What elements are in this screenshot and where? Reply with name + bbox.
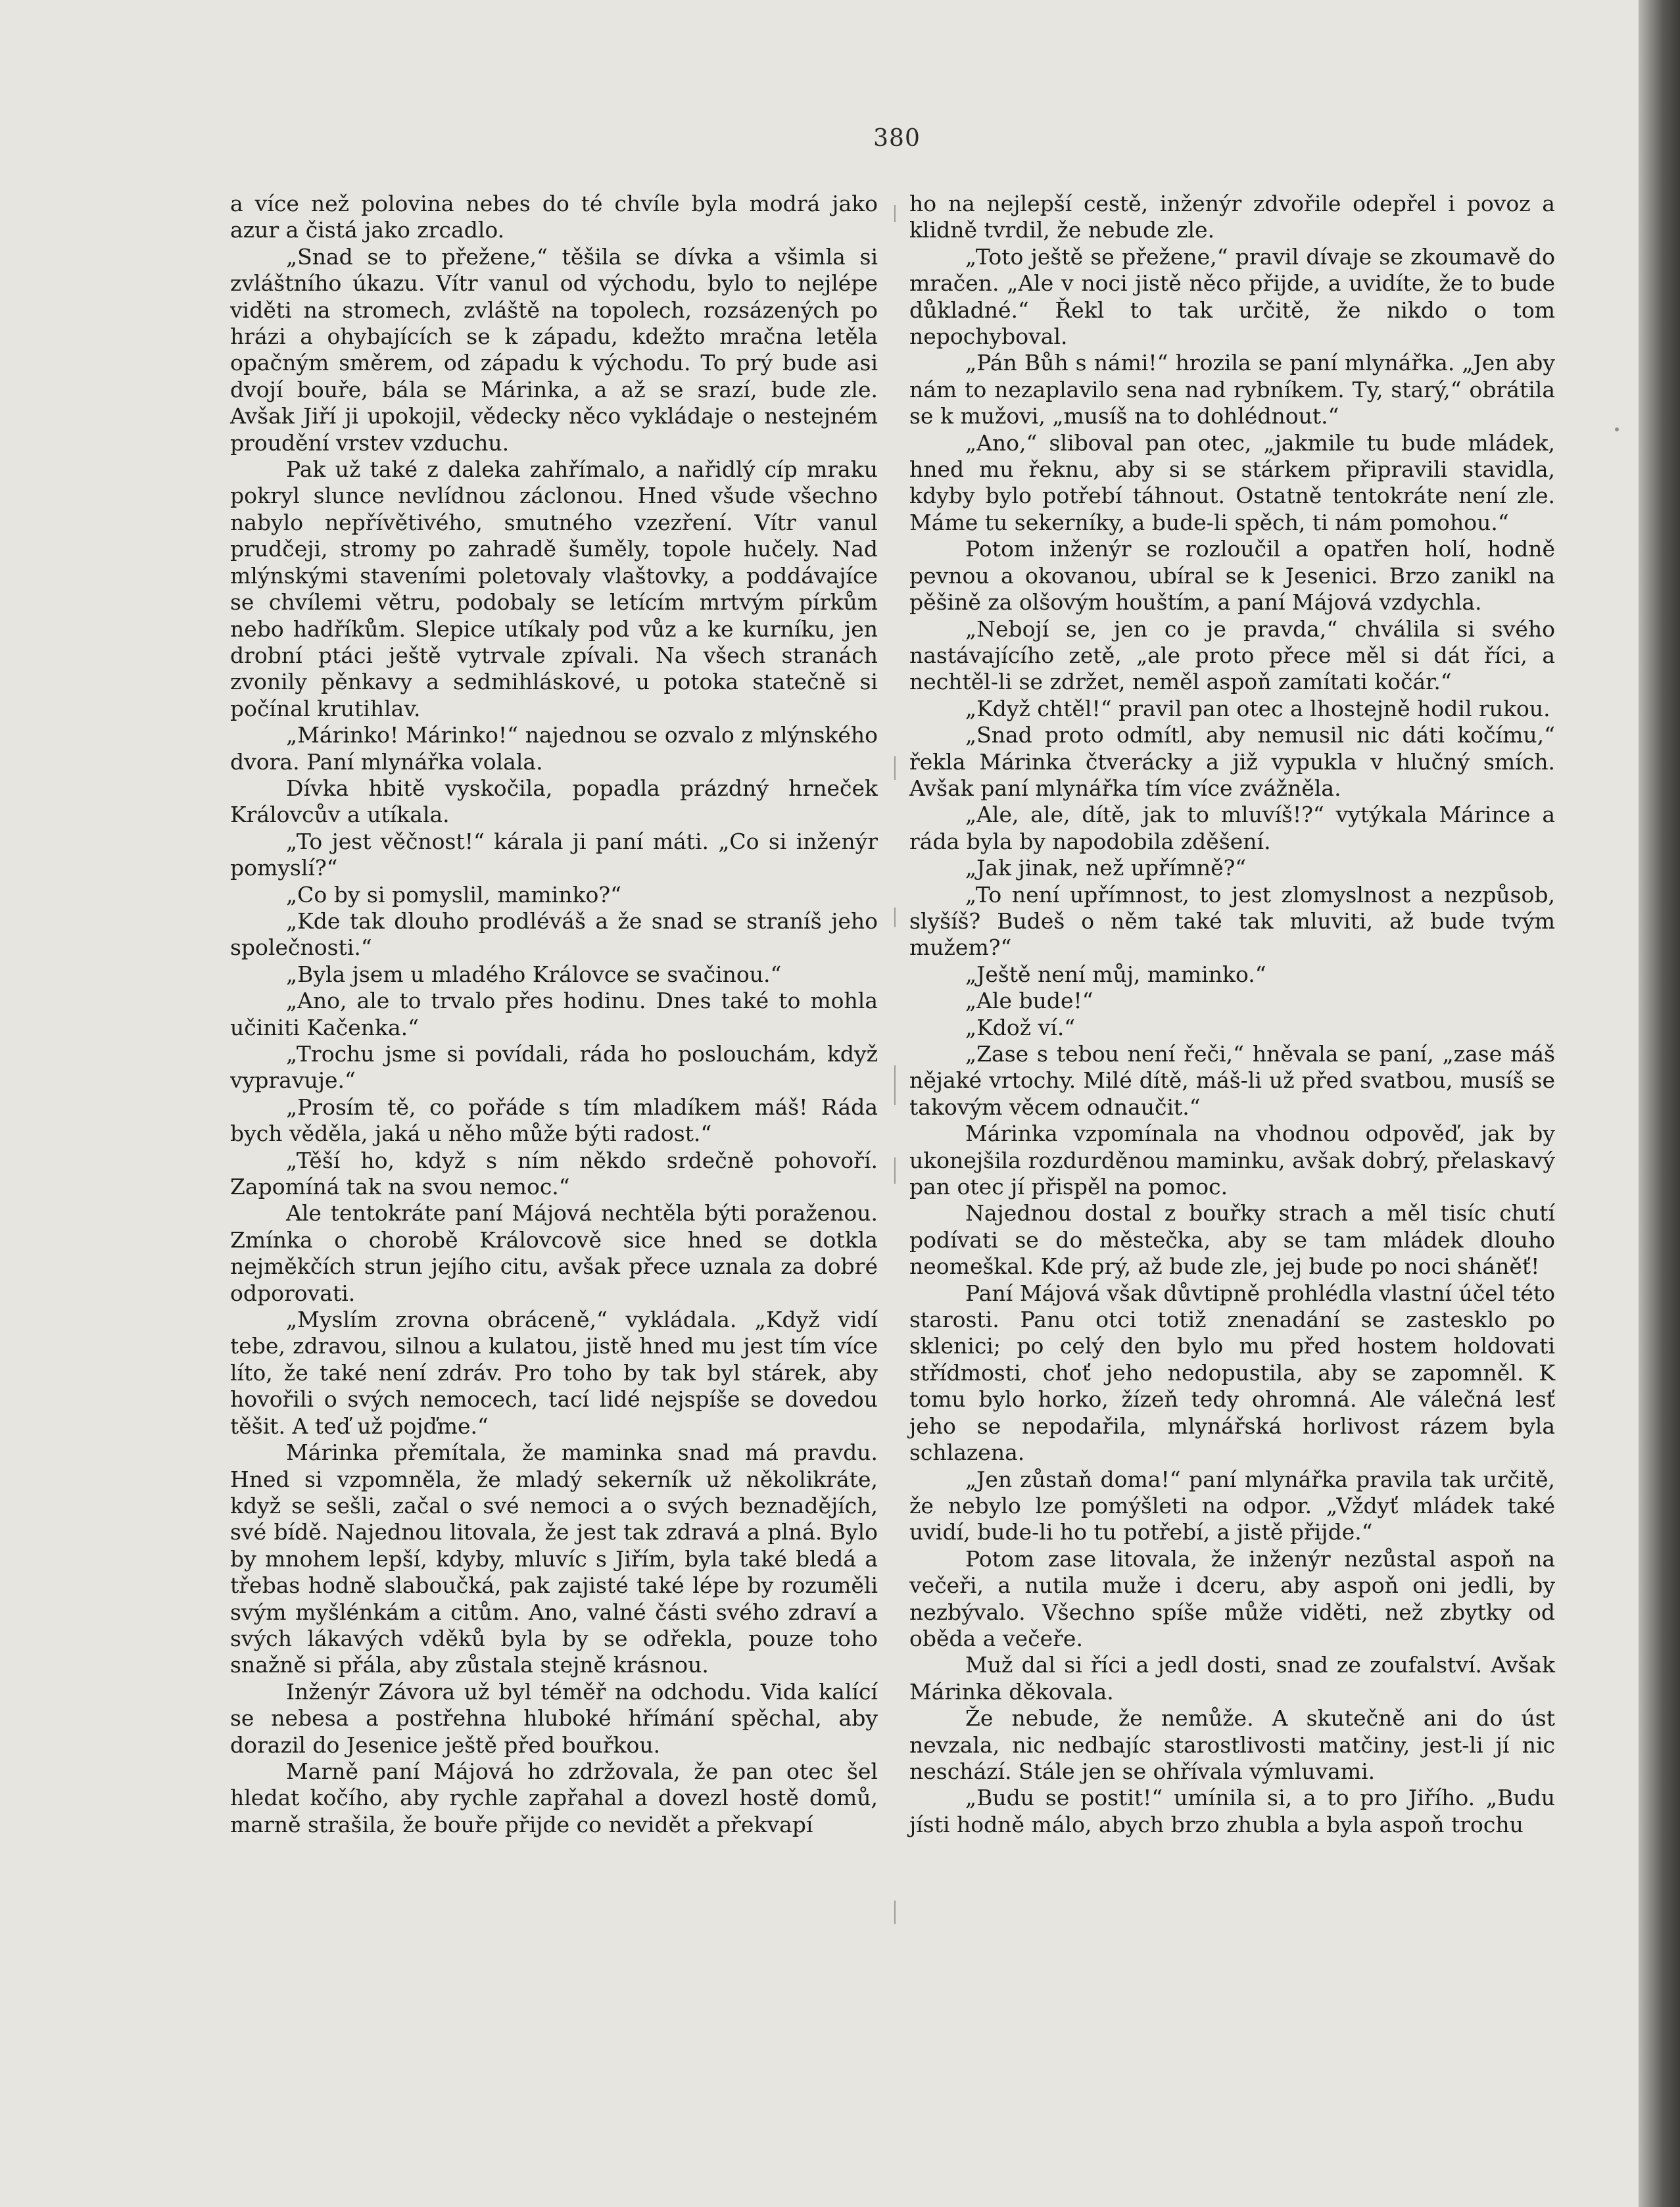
- margin-speck: [1615, 427, 1619, 431]
- paragraph: „To jest věčnost!“ kárala ji paní máti. „Co si inženýr pomyslí?“: [230, 828, 878, 881]
- paragraph: Márinka vzpomínala na vhodnou odpověď, jak by ukonejšila rozdurděnou maminku, avšak dobrý, přelaskavý pan otec jí přispěl na pomoc.: [909, 1121, 1555, 1200]
- paragraph: Muž dal si říci a jedl dosti, snad ze zoufalství. Avšak Márinka děkovala.: [909, 1652, 1555, 1705]
- page-number: 380: [873, 125, 921, 152]
- paragraph: „Zase s tebou není řeči,“ hněvala se paní, „zase máš nějaké vrtochy. Milé dítě, máš-li už před svatbou, musíš se takovým věcem odnaučit.“: [909, 1041, 1555, 1120]
- paragraph: „Když chtěl!“ pravil pan otec a lhostejně hodil rukou.: [965, 695, 1550, 721]
- paragraph: Potom zase litovala, že inženýr nezůstal aspoň na večeři, a nutila muže i dceru, aby aspoň oni jedli, by nezbývalo. Všechno spíše může viděti, než zbytky od oběda a večeře.: [909, 1545, 1555, 1651]
- gutter-mark: [894, 1901, 896, 1924]
- paragraph: Marně paní Májová ho zdržovala, že pan otec šel hledat kočího, aby rychle zapřahal a dovezl hostě domů, marně strašila, že bouře přijde co nevidět a překvapí: [230, 1758, 878, 1837]
- paragraph: „Jak jinak, než upřímně?“: [965, 855, 1247, 881]
- paragraph: Že nebude, že nemůže. A skutečně ani do úst nevzala, nic nedbajíc starostlivosti matčiny, jest-li jí nic neschází. Stále jen se ohřívala výmluvami.: [909, 1705, 1555, 1784]
- paragraph: „Snad se to přežene,“ těšila se dívka a všimla si zvláštního úkazu. Vítr vanul od východu, bylo to nejlépe viděti na stromech, zvláště na topolech, rozsázených po hrázi a ohybajících se k západu, kdežto mračna letěla opačným směrem, od západu k východu. To prý bude asi dvojí bouře, bála se Márinka, a až se srazí, bude zle. Avšak Jiří ji upokojil, vědecky něco vykládaje o nestejném proudění vrstev vzduchu.: [230, 243, 878, 456]
- gutter-mark: [894, 1157, 896, 1184]
- paragraph: Inženýr Závora už byl téměř na odchodu. Vida kalící se nebesa a postřehna hluboké hřímání spěchal, aby dorazil do Jesenice ještě před bouřkou.: [230, 1678, 878, 1758]
- paragraph: Ale tentokráte paní Májová nechtěla býti poraženou. Zmínka o chorobě Královcově sice hned se dotkla nejměkčích strun jejího citu, avšak přece uznala za dobré odporovati.: [230, 1200, 878, 1306]
- paragraph: „Ale bude!“: [965, 988, 1093, 1014]
- paragraph: „Márinko! Márinko!“ najednou se ozvalo z mlýnského dvora. Paní mlynářka volala.: [230, 722, 878, 775]
- gutter-mark: [894, 908, 896, 927]
- paragraph: „Kde tak dlouho prodléváš a že snad se straníš jeho společnosti.“: [230, 908, 878, 961]
- paragraph: „Nebojí se, jen co je pravda,“ chválila si svého nastávajícího zetě, „ale proto přece měl si dát říci, a nechtěl-li se zdržet, neměl aspoň zamítati kočár.“: [909, 616, 1555, 695]
- paragraph: „To není upřímnost, to jest zlomyslnost a nezpůsob, slyšíš? Budeš o něm také tak mluviti, až bude tvým mužem?“: [909, 881, 1555, 961]
- paragraph: „Kdož ví.“: [965, 1014, 1076, 1040]
- right-text-column: [909, 191, 1555, 1838]
- gutter-mark: [894, 1065, 896, 1105]
- gutter-mark: [894, 205, 896, 222]
- paragraph: Márinka přemítala, že maminka snad má pravdu. Hned si vzpomněla, že mladý sekerník už několikráte, když se sešli, začal o své nemoci a o svých beznadějích, své bídě. Najednou litovala, že jest tak zdravá a plná. Bylo by mnohem lepší, kdyby, mluvíc s Jiřím, byla také bledá a třebas hodně slaboučká, pak zajisté také lépe by rozuměli svým myšlénkám a citům. Ano, valné části svého zdraví a svých lákavých vděků byla by se odřekla, pouze toho snažně si přála, aby zůstala stejně krásnou.: [230, 1440, 878, 1678]
- paragraph: Dívka hbitě vyskočila, popadla prázdný hrneček Královcův a utíkala.: [230, 775, 878, 828]
- paragraph: Paní Májová však důvtipně prohlédla vlastní účel této starosti. Panu otci totiž znenadání se zastesklo po sklenici; po celý den bylo mu před hostem holdovati střídmosti, choť jeho nedopustila, aby se zapomněl. K tomu bylo horko, žízeň tedy ohromná. Ale válečná lesť jeho se nepodařila, mlynářská horlivost rázem byla schlazena.: [909, 1280, 1555, 1466]
- paragraph: „Byla jsem u mladého Královce se svačinou.“: [286, 961, 782, 987]
- paragraph: „Prosím tě, co pořáde s tím mladíkem máš! Ráda bych věděla, jaká u něho může býti radost.“: [230, 1094, 878, 1147]
- paragraph: Najednou dostal z bouřky strach a měl tisíc chutí podívati se do městečka, aby se tam mládek dlouho neomeškal. Kde prý, až bude zle, jej bude po noci sháněť!: [909, 1200, 1555, 1280]
- gutter-mark: [894, 756, 896, 780]
- paragraph: „Toto ještě se přežene,“ pravil dívaje se zkoumavě do mračen. „Ale v noci jistě něco přijde, a uvidíte, že to bude důkladné.“ Řekl to tak určitě, že nikdo o tom nepochyboval.: [909, 243, 1555, 350]
- paragraph: Potom inženýr se rozloučil a opatřen holí, hodně pevnou a okovanou, ubíral se k Jesenici. Brzo zanikl na pěšině za olšovým houštím, a paní Májová vzdychla.: [909, 536, 1555, 616]
- paragraph: „Pán Bůh s námi!“ hrozila se paní mlynářka. „Jen aby nám to nezaplavilo sena nad rybníkem. Ty, starý,“ obrátila se k mužovi, „musíš na to dohlédnout.“: [909, 350, 1555, 429]
- paragraph: „Ano,“ sliboval pan otec, „jakmile tu bude mládek, hned mu řeknu, aby si se stárkem připravili stavidla, kdyby bylo potřebí táhnout. Ostatně tentokráte není zle. Máme tu sekerníky, a bude-li spěch, ti nám pomohou.“: [909, 429, 1555, 535]
- paragraph: „Trochu jsme si povídali, ráda ho poslouchám, když vypravuje.“: [230, 1041, 878, 1094]
- paragraph: „Snad proto odmítl, aby nemusil nic dáti kočímu,“ řekla Márinka čtverácky a již vypukla v hlučný smích. Avšak paní mlynářka tím více zvážněla.: [909, 722, 1555, 801]
- paragraph: „Ještě není můj, maminko.“: [965, 961, 1266, 987]
- left-text-column: [230, 191, 878, 1838]
- paragraph: „Co by si pomyslil, maminko?“: [286, 881, 621, 908]
- paragraph: „Těší ho, když s ním někdo srdečně pohovoří. Zapomíná tak na svou nemoc.“: [230, 1147, 878, 1200]
- paragraph: „Ale, ale, dítě, jak to mluvíš!?“ vytýkala Márince a ráda byla by napodobila zděšení.: [909, 802, 1555, 854]
- paragraph: „Myslím zrovna obráceně,“ vykládala. „Když vidí tebe, zdravou, silnou a kulatou, jistě hned mu jest tím více líto, že také není zdráv. Pro toho by tak byl stárek, aby hovořili o svých nemocech, tací lidé nejspíše se dovedou těšit. A teď už pojďme.“: [230, 1307, 878, 1439]
- paragraph: a více než polovina nebes do té chvíle byla modrá jako azur a čistá jako zrcadlo.: [230, 191, 878, 243]
- paragraph: ho na nejlepší cestě, inženýr zdvořile odepřel i povoz a klidně tvrdil, že nebude zle.: [909, 191, 1555, 243]
- paragraph: „Budu se postit!“ umínila si, a to pro Jiřího. „Budu jísti hodně málo, abych brzo zhubla a byla aspoň trochu: [909, 1785, 1555, 1837]
- paragraph: „Jen zůstaň doma!“ paní mlynářka pravila tak určitě, že nebylo lze pomýšleti na odpor. „Vždyť mládek také uvidí, bude-li ho tu potřebí, a jistě přijde.“: [909, 1466, 1555, 1545]
- paragraph: Pak už také z daleka zahřímalo, a nařidlý cíp mraku pokryl slunce nevlídnou záclonou. Hned všude všechno nabylo nepřívětivého, smutného vzezření. Vítr vanul prudčeji, stromy po zahradě šuměly, topole hučely. Nad mlýnskými staveními poletovaly vlaštovky, a poddávajíce se chvílemi větru, podobaly se letícím mrtvým pírkům nebo hadříkům. Slepice utíkaly pod vůz a ke kurníku, jen drobní ptáci ještě vytrvale zpívali. Na všech stranách zvonily pěnkavy a sedmihláskové, u potoka statečně si počínal krutihlav.: [230, 456, 878, 721]
- page-edge-shadow: [1639, 0, 1680, 2207]
- paragraph: „Ano, ale to trvalo přes hodinu. Dnes také to mohla učiniti Kačenka.“: [230, 988, 878, 1040]
